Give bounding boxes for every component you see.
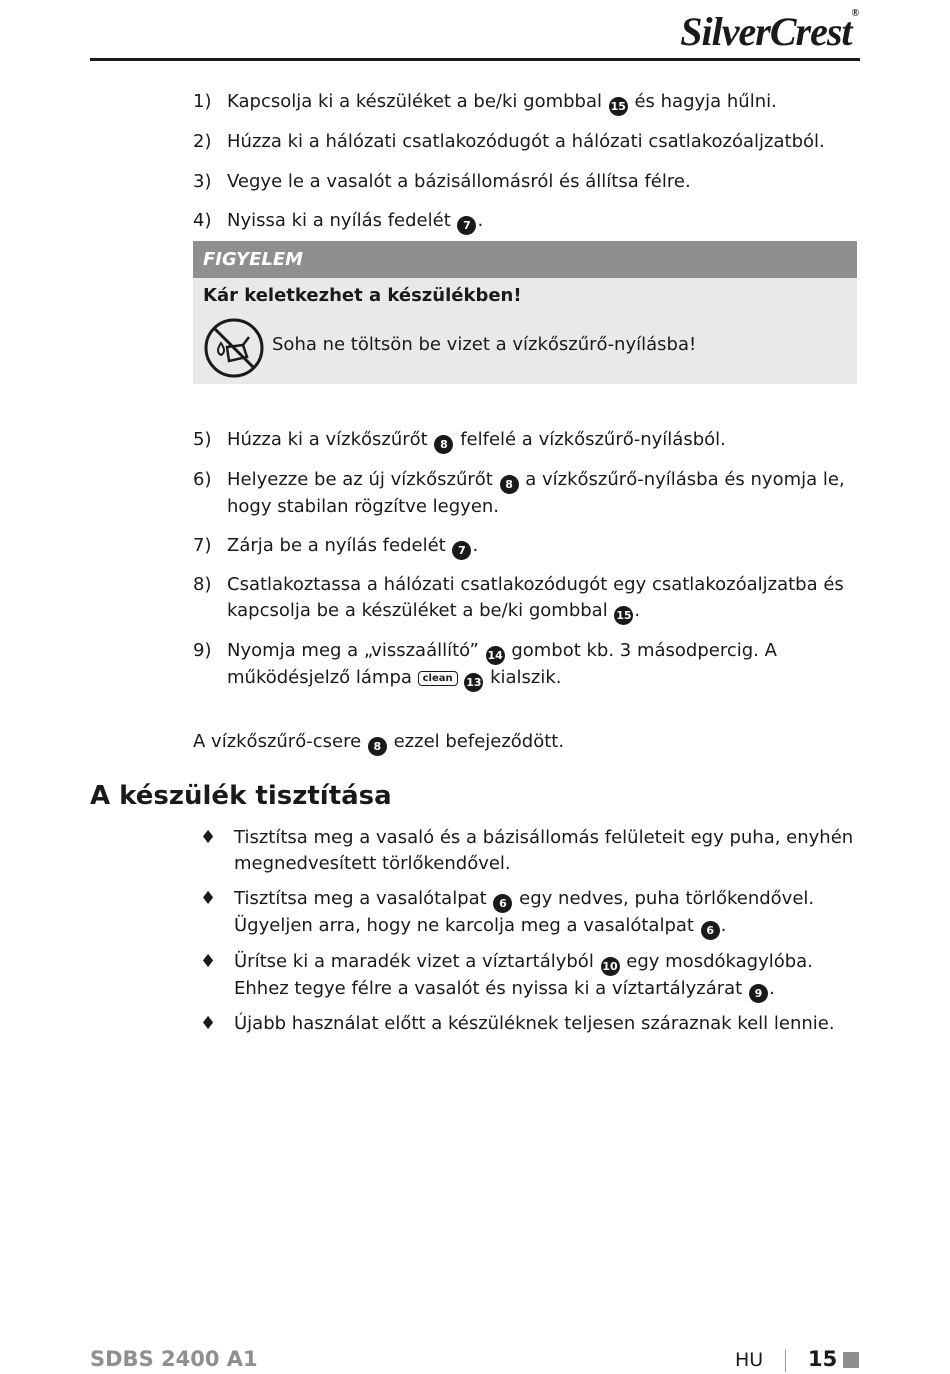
footer-language: HU	[735, 1349, 764, 1371]
bullet-text: Ürítse ki a maradék vizet a víztartályból	[234, 951, 600, 972]
step-text: Húzza ki a vízkőszűrőt	[227, 429, 434, 450]
ref-badge: 6	[701, 921, 720, 940]
step-text-mid: gombot kb. 3 másodpercig. A működésjelző lámpa	[227, 640, 777, 688]
ref-badge: 13	[464, 673, 483, 692]
footer-divider	[785, 1350, 786, 1372]
bullet-item-3	[200, 949, 860, 1003]
bullet-item-4	[200, 1011, 860, 1037]
bullet-text: Tisztítsa meg a vasalótalpat	[234, 888, 493, 909]
ref-badge: 10	[601, 957, 620, 976]
ref-badge: 7	[457, 216, 476, 235]
brand-name: SilverCrest	[680, 9, 852, 54]
header-rule	[90, 58, 860, 61]
warning-text: Soha ne töltsön be vizet a vízkőszűrő-nyílásba!	[272, 334, 697, 355]
diamond-bullet-icon: ♦	[200, 951, 217, 972]
bullet-item-2	[200, 886, 860, 940]
bullet-text-mid: egy nedves, puha törlőkendővel. Ügyeljen arra, hogy ne karcolja meg a vasalótalpat	[234, 888, 815, 936]
step-5	[193, 427, 853, 454]
no-water-icon	[203, 317, 265, 379]
step-7	[193, 533, 853, 560]
brand-logo	[680, 8, 858, 55]
step-text: Kapcsolja ki a készüléket a be/ki gombbal	[227, 91, 608, 112]
ref-badge: 15	[609, 97, 628, 116]
diamond-bullet-icon: ♦	[200, 827, 217, 848]
warning-title: Kár keletkezhet a készülékben!	[203, 285, 522, 306]
step-text: Húzza ki a hálózati csatlakozódugót a hálózati csatlakozóaljzatból.	[227, 131, 825, 152]
ref-badge: 7	[452, 541, 471, 560]
footer-model: SDBS 2400 A1	[90, 1347, 258, 1371]
step-text: Nyomja meg a „visszaállító”	[227, 640, 485, 661]
step-8	[193, 572, 853, 625]
bullet-text: Újabb használat előtt a készüléknek teljesen száraznak kell lennie.	[234, 1013, 835, 1034]
bullet-item-1	[200, 825, 860, 877]
page-number: 15	[808, 1347, 838, 1371]
note-text: A vízkőszűrő-csere	[193, 731, 367, 752]
step-text: Vegye le a vasalót a bázisállomásról és állítsa félre.	[227, 171, 691, 192]
bullet-text-mid: egy mosdókagylóba. Ehhez tegye félre a vasalót és nyissa ki a víztartályzárat	[234, 951, 813, 999]
step-1	[193, 89, 853, 116]
bullet-text-end: .	[768, 978, 775, 999]
step-text-end: kialszik.	[484, 667, 562, 688]
step-number: 7)	[193, 535, 212, 556]
completion-note	[193, 731, 564, 756]
section-title: A készülék tisztítása	[90, 781, 392, 811]
ref-badge: 6	[493, 894, 512, 913]
step-text: Zárja be a nyílás fedelét	[227, 535, 452, 556]
ref-badge: 8	[500, 475, 519, 494]
registered-mark: ®	[851, 8, 858, 19]
ref-badge: 8	[434, 435, 453, 454]
note-text-end: ezzel befejeződött.	[387, 731, 565, 752]
step-text-end: és hagyja hűlni.	[628, 91, 777, 112]
ref-badge: 14	[486, 646, 505, 665]
ref-badge: 9	[749, 984, 768, 1003]
step-text-end: felfelé a vízkőszűrő-nyílásból.	[454, 429, 726, 450]
step-text-end: .	[472, 535, 479, 556]
step-number: 4)	[193, 210, 212, 231]
step-number: 9)	[193, 640, 212, 661]
ref-badge: 15	[614, 606, 633, 625]
bullet-text: Tisztítsa meg a vasaló és a bázisállomás felületeit egy puha, enyhén megnedvesített törlőkendővel.	[234, 827, 854, 874]
footer-square-icon	[843, 1352, 859, 1368]
step-text-end: .	[634, 600, 641, 621]
step-number: 8)	[193, 574, 212, 595]
step-3	[193, 169, 853, 195]
step-9	[193, 638, 853, 692]
warning-box	[193, 241, 857, 384]
step-text-end: .	[477, 210, 484, 231]
step-6	[193, 467, 853, 520]
diamond-bullet-icon: ♦	[200, 1013, 217, 1034]
step-number: 6)	[193, 469, 212, 490]
step-number: 5)	[193, 429, 212, 450]
step-text: Csatlakoztassa a hálózati csatlakozódugót egy csatlakozóaljzatba és kapcsolja be a készüléket a be/ki gombbal	[227, 574, 844, 621]
step-number: 3)	[193, 171, 212, 192]
step-4	[193, 208, 853, 235]
bullet-text-end: .	[720, 915, 727, 936]
ref-badge: 8	[368, 737, 387, 756]
warning-heading: FIGYELEM	[193, 241, 857, 278]
step-text: Helyezze be az új vízkőszűrőt	[227, 469, 499, 490]
clean-lamp-icon: clean	[418, 671, 458, 686]
step-text: Nyissa ki a nyílás fedelét	[227, 210, 457, 231]
step-2	[193, 129, 853, 155]
step-text-end: a vízkőszűrő-nyílásba és nyomja le, hogy stabilan rögzítve legyen.	[227, 469, 845, 517]
step-number: 2)	[193, 131, 212, 152]
step-number: 1)	[193, 91, 212, 112]
diamond-bullet-icon: ♦	[200, 888, 217, 909]
